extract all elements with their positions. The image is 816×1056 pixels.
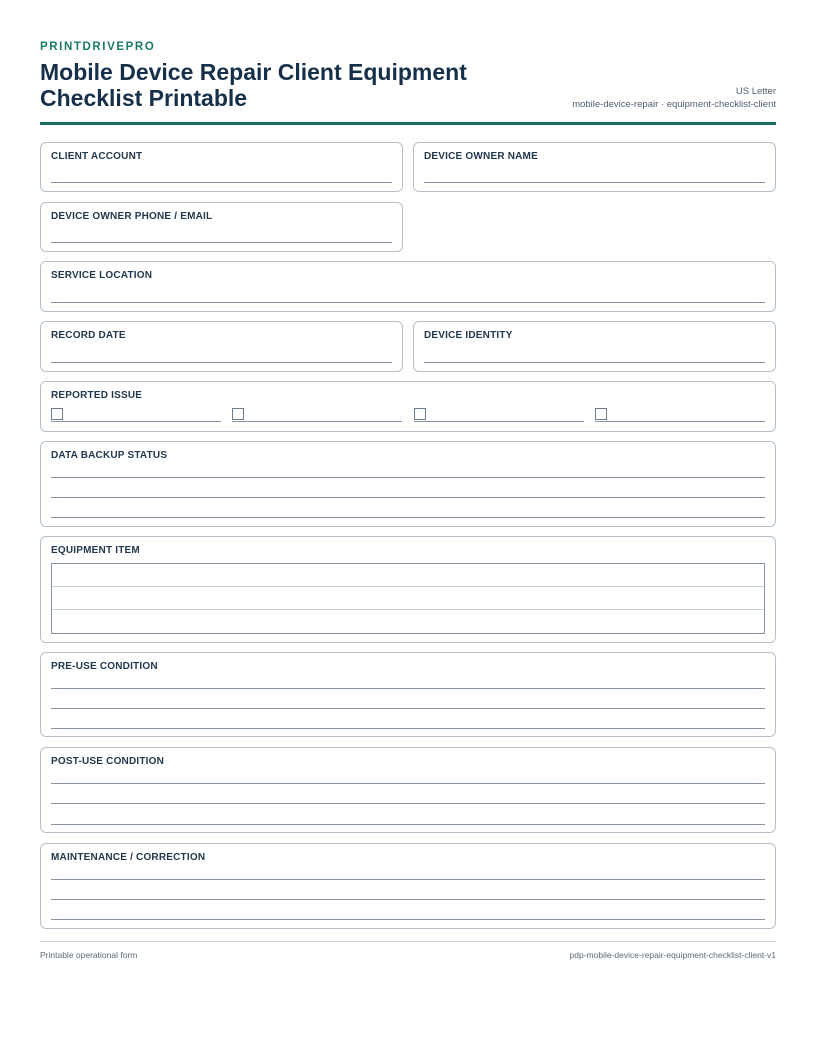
device-owner-name-label: DEVICE OWNER NAME: [424, 151, 538, 162]
client-account-field: [40, 142, 403, 192]
equipment-item-label: EQUIPMENT ITEM: [51, 545, 140, 556]
checkbox[interactable]: [595, 408, 607, 420]
device-owner-contact-input-line[interactable]: [51, 242, 392, 243]
equipment-item-table: [51, 563, 765, 634]
checkbox[interactable]: [232, 408, 244, 420]
record-date-label: RECORD DATE: [51, 330, 126, 341]
pre-use-condition-line-3[interactable]: [51, 728, 765, 729]
client-account-input-line[interactable]: [51, 182, 392, 183]
reported-issue-field: [40, 381, 776, 432]
document-slug: mobile-device-repair · equipment-checklist-client: [572, 99, 776, 110]
option-line[interactable]: [51, 421, 221, 422]
data-backup-status-line-2[interactable]: [51, 497, 765, 498]
table-row[interactable]: [52, 587, 764, 610]
option-line[interactable]: [414, 421, 584, 422]
data-backup-status-line-1[interactable]: [51, 477, 765, 478]
checkbox[interactable]: [51, 408, 63, 420]
device-owner-contact-field: [40, 202, 403, 252]
reported-issue-label: REPORTED ISSUE: [51, 390, 143, 401]
post-use-condition-line-3[interactable]: [51, 824, 765, 825]
record-date-input-line[interactable]: [51, 362, 392, 363]
option-line[interactable]: [595, 421, 765, 422]
post-use-condition-field: [40, 747, 776, 833]
footer-left-text: Printable operational form: [40, 950, 138, 960]
post-use-condition-line-1[interactable]: [51, 783, 765, 784]
service-location-field: [40, 261, 776, 312]
maintenance-correction-line-2[interactable]: [51, 899, 765, 900]
pre-use-condition-line-1[interactable]: [51, 688, 765, 689]
brand-name: PRINTDRIVEPRO: [40, 41, 156, 53]
post-use-condition-label: POST-USE CONDITION: [51, 756, 165, 767]
reported-issue-option-3[interactable]: [414, 408, 584, 422]
header-rule: [40, 122, 776, 125]
pre-use-condition-line-2[interactable]: [51, 708, 765, 709]
checkbox[interactable]: [414, 408, 426, 420]
device-owner-name-field: [413, 142, 776, 192]
record-date-field: [40, 321, 403, 372]
paper-size: US Letter: [735, 86, 776, 97]
device-identity-label: DEVICE IDENTITY: [424, 330, 513, 341]
equipment-item-field: [40, 536, 776, 643]
reported-issue-option-4[interactable]: [595, 408, 765, 422]
table-row[interactable]: [52, 610, 764, 633]
client-account-label: CLIENT ACCOUNT: [51, 151, 143, 162]
post-use-condition-line-2[interactable]: [51, 803, 765, 804]
footer-document-id: pdp-mobile-device-repair-equipment-checklist-client-v1: [569, 950, 776, 960]
maintenance-correction-line-3[interactable]: [51, 919, 765, 920]
data-backup-status-label: DATA BACKUP STATUS: [51, 450, 168, 461]
device-identity-field: [413, 321, 776, 372]
page-title: Mobile Device Repair Client Equipment Checklist Printable: [40, 59, 467, 111]
device-owner-name-input-line[interactable]: [424, 182, 765, 183]
pre-use-condition-field: [40, 652, 776, 737]
footer-rule: [40, 941, 776, 942]
data-backup-status-line-3[interactable]: [51, 517, 765, 518]
maintenance-correction-field: [40, 843, 776, 929]
option-line[interactable]: [232, 421, 402, 422]
maintenance-correction-line-1[interactable]: [51, 879, 765, 880]
service-location-input-line[interactable]: [51, 302, 765, 303]
device-identity-input-line[interactable]: [424, 362, 765, 363]
service-location-label: SERVICE LOCATION: [51, 270, 153, 281]
table-row[interactable]: [52, 564, 764, 587]
reported-issue-option-2[interactable]: [232, 408, 402, 422]
data-backup-status-field: [40, 441, 776, 527]
maintenance-correction-label: MAINTENANCE / CORRECTION: [51, 852, 206, 863]
document-meta: [572, 85, 776, 111]
reported-issue-option-1[interactable]: [51, 408, 221, 422]
device-owner-contact-label: DEVICE OWNER PHONE / EMAIL: [51, 211, 213, 222]
pre-use-condition-label: PRE-USE CONDITION: [51, 661, 158, 672]
